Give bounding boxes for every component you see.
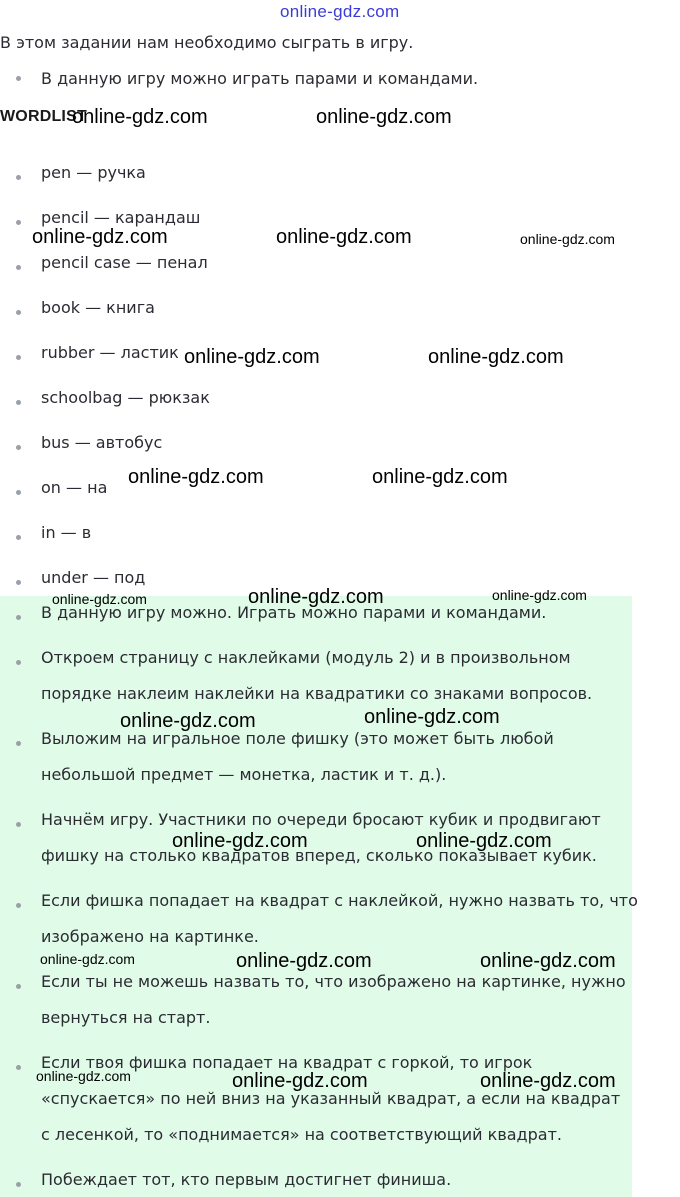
watermark: online-gdz.com [40,951,135,967]
step-text: порядке наклеим наклейки на квадратики со знаками вопросов. [41,684,593,703]
word-item: under — под [41,568,146,587]
watermark: online-gdz.com [480,950,616,972]
watermark: online-gdz.com [172,830,308,852]
step-text: Откроем страницу с наклейками (модуль 2) и в произвольном [41,648,571,667]
bullet-icon [16,984,21,989]
bullet-icon [16,355,21,360]
step-text: фишку на столько квадратов вперед, сколько показывает кубик. [41,846,597,865]
watermark: online-gdz.com [416,830,552,852]
bullet-icon [16,580,21,585]
site-header-link[interactable]: online-gdz.com [280,2,400,21]
bullet-icon [16,615,21,620]
word-item: pencil case — пенал [41,253,208,272]
intro-bullet-text: В данную игру можно играть парами и командами. [41,69,479,88]
watermark: online-gdz.com [276,226,412,248]
watermark: online-gdz.com [36,1068,131,1084]
bullet-icon [16,535,21,540]
bullet-icon [16,822,21,827]
bullet-icon [16,1065,21,1070]
bullet-icon [16,400,21,405]
step-text: «спускается» по ней вниз на указанный квадрат, а если на квадрат [41,1089,621,1108]
step-text: Если фишка попадает на квадрат с наклейкой, нужно назвать то, что [41,891,638,910]
watermark: online-gdz.com [364,706,500,728]
word-item: rubber — ластик [41,343,179,362]
word-item: bus — автобус [41,433,163,452]
step-text: Выложим на игральное поле фишку (это может быть любой [41,729,554,748]
bullet-icon [16,490,21,495]
bullet-icon [16,310,21,315]
watermark: online-gdz.com [236,950,372,972]
step-text: Побеждает тот, кто первым достигнет финиша. [41,1170,452,1189]
watermark: online-gdz.com [316,106,452,128]
step-text: изображено на картинке. [41,927,259,946]
watermark: online-gdz.com [492,587,587,603]
step-text: небольшой предмет — монетка, ластик и т. д.). [41,765,447,784]
watermark: online-gdz.com [32,226,168,248]
bullet-icon [16,175,21,180]
bullet-icon [16,76,21,81]
step-text: Если твоя фишка попадает на квадрат с горкой, то игрок [41,1053,533,1072]
word-item: book — книга [41,298,155,317]
word-item: pen — ручка [41,163,146,182]
bullet-icon [16,660,21,665]
watermark: online-gdz.com [128,466,264,488]
step-text: вернуться на старт. [41,1008,211,1027]
watermark: online-gdz.com [120,710,256,732]
bullet-icon [16,1182,21,1187]
step-text: Начнём игру. Участники по очереди бросают кубик и продвигают [41,810,601,829]
watermark: online-gdz.com [232,1070,368,1092]
watermark: online-gdz.com [248,586,384,608]
watermark: online-gdz.com [520,231,615,247]
bullet-icon [16,741,21,746]
step-text: с лесенкой, то «поднимается» на соответствующий квадрат. [41,1125,562,1144]
watermark: online-gdz.com [52,591,147,607]
watermark: online-gdz.com [372,466,508,488]
watermark: online-gdz.com [480,1070,616,1092]
watermark: online-gdz.com [72,106,208,128]
bullet-icon [16,220,21,225]
wordlist-heading: WORDLIST [0,108,87,125]
step-text: Если ты не можешь назвать то, что изображено на картинке, нужно [41,972,626,991]
word-item: in — в [41,523,92,542]
bullet-icon [16,265,21,270]
bullet-icon [16,903,21,908]
word-item: pencil — карандаш [41,208,201,227]
watermark: online-gdz.com [184,346,320,368]
bullet-icon [16,445,21,450]
word-item: schoolbag — рюкзак [41,388,210,407]
step-text: В данную игру можно. Играть можно парами и командами. [41,603,547,622]
watermark: online-gdz.com [428,346,564,368]
word-item: on — на [41,478,108,497]
intro-text: В этом задании нам необходимо сыграть в игру. [0,33,414,52]
